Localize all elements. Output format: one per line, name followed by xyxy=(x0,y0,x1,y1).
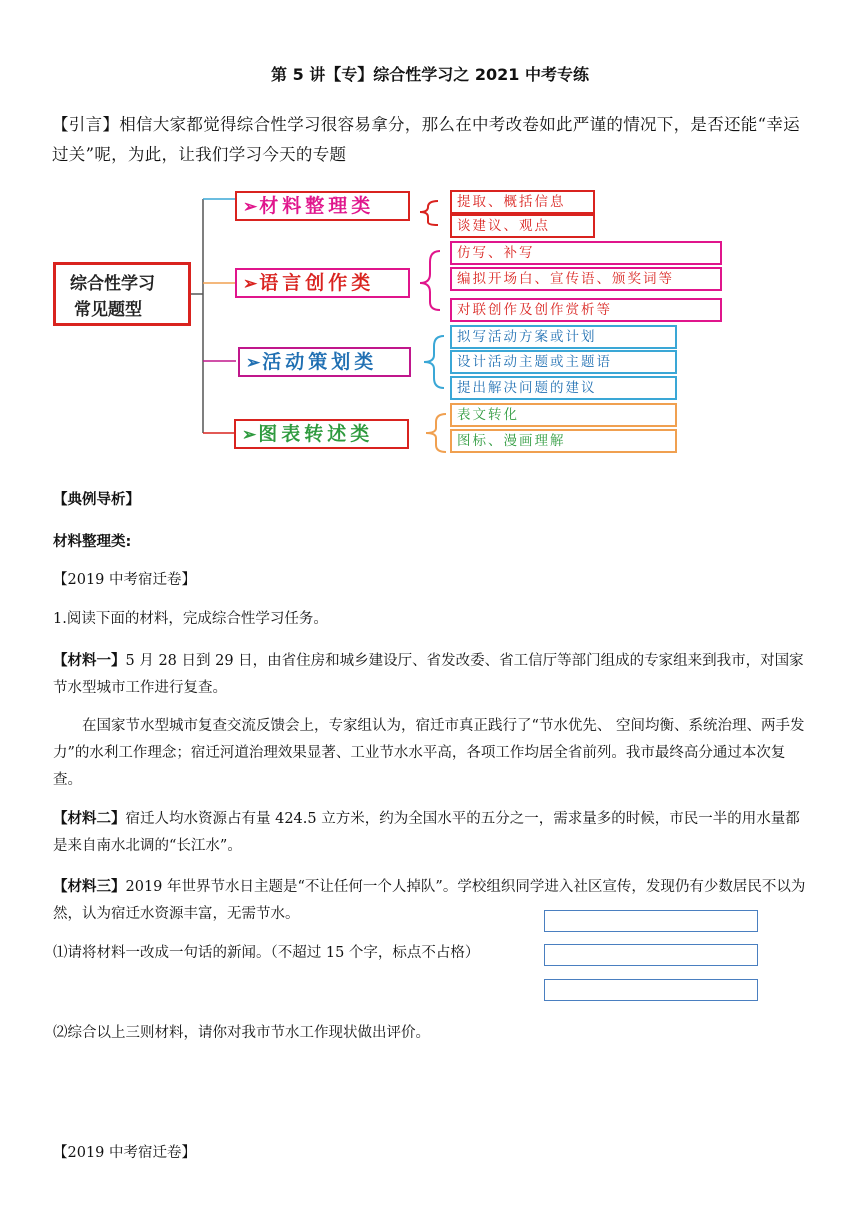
category-language: ➢ 语言创作类 xyxy=(235,268,410,298)
sub-question-2: ⑵综合以上三则材料，请你对我市节水工作现状做出评价。 xyxy=(53,1025,430,1041)
answer-box-3[interactable] xyxy=(544,979,758,1001)
leaf-chart-1: 表文转化 xyxy=(450,403,677,427)
material-2 xyxy=(53,805,813,860)
leaf-language-1: 仿写、补写 xyxy=(450,241,722,265)
arrow-icon: ➢ xyxy=(242,425,257,445)
arrow-icon: ➢ xyxy=(246,353,261,373)
arrow-icon: ➢ xyxy=(243,274,258,294)
category-chart: ➢ 图表转述类 xyxy=(234,419,409,449)
source-label: 【2019 中考宿迁卷】 xyxy=(53,572,197,588)
leaf-activity-1: 拟写活动方案或计划 xyxy=(450,325,677,349)
mind-map-root xyxy=(53,262,191,326)
source-label-2: 【2019 中考宿迁卷】 xyxy=(53,1145,197,1161)
leaf-activity-2: 设计活动主题或主题语 xyxy=(450,350,677,374)
question-1: 1.阅读下面的材料，完成综合性学习任务。 xyxy=(53,611,328,627)
material-1-tag: 【材料一】 xyxy=(53,652,126,669)
material-1-paragraph-2: 在国家节水型城市复查交流反馈会上，专家组认为，宿迁市真正践行了“节水优先、 空间均衡、系统治理、两手发力”的水利工作理念；宿迁河道治理效果显著、工业节水水平高，各项工作均居全省前列。我市最终高分通过本次复查。 xyxy=(53,718,805,788)
heading-material-type: 材料整理类: xyxy=(53,534,132,550)
material-3-tag: 【材料三】 xyxy=(53,878,126,895)
root-line-1: 综合性学习 xyxy=(70,274,155,294)
material-2-tag: 【材料二】 xyxy=(53,810,126,827)
leaf-language-3: 对联创作及创作赏析等 xyxy=(450,298,722,322)
material-3-text: 2019 年世界节水日主题是“不让任何一个人掉队”。学校组织同学进入社区宣传，发现仍有少数居民不以为然，认为宿迁水资源丰富，无需节水。 xyxy=(53,879,806,922)
material-1-text: 5 月 28 日到 29 日，由省住房和城乡建设厅、省发改委、省工信厅等部门组成的专家组来到我市，对国家节水型城市工作进行复查。 xyxy=(53,653,804,696)
leaf-material-1: 提取、概括信息 xyxy=(450,190,595,214)
sub-question-1: ⑴请将材料一改成一句话的新闻。（不超过 15 个字，标点不占格） xyxy=(53,945,480,961)
arrow-icon: ➢ xyxy=(243,197,258,217)
category-activity: ➢ 活动策划类 xyxy=(238,347,411,377)
heading-examples: 【典例导析】 xyxy=(53,492,140,508)
material-2-text: 宿迁人均水资源占有量 424.5 立方米，约为全国水平的五分之一，需求量多的时候，市民一半的用水量都是来自南水北调的“长江水”。 xyxy=(53,811,800,854)
material-1 xyxy=(53,647,813,702)
root-line-2: 常见题型 xyxy=(74,300,142,320)
category-material: ➢ 材料整理类 xyxy=(235,191,410,221)
leaf-chart-2: 图标、漫画理解 xyxy=(450,429,677,453)
leaf-activity-3: 提出解决问题的建议 xyxy=(450,376,677,400)
intro-paragraph: 【引言】相信大家都觉得综合性学习很容易拿分，那么在中考改卷如此严谨的情况下，是否还能“幸运过关”呢，为此，让我们学习今天的专题 xyxy=(52,115,800,164)
page-title: 第 5 讲【专】综合性学习之 2021 中考专练 xyxy=(271,65,589,84)
answer-box-2[interactable] xyxy=(544,944,758,966)
answer-box-1[interactable] xyxy=(544,910,758,932)
leaf-language-2: 编拟开场白、宣传语、颁奖词等 xyxy=(450,267,722,291)
leaf-material-2: 谈建议、观点 xyxy=(450,214,595,238)
